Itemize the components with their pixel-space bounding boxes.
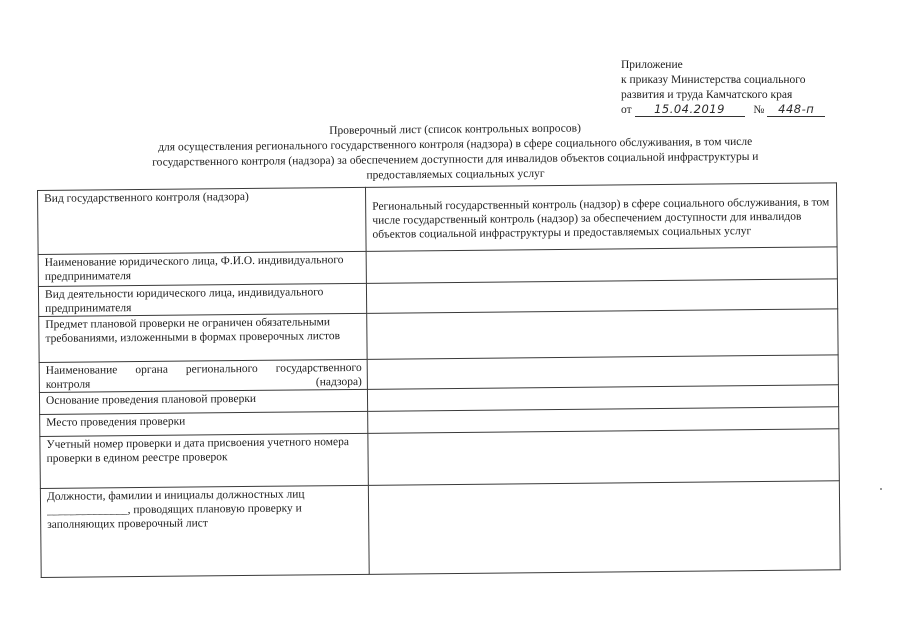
- table-row: [38, 183, 838, 255]
- row-label: [39, 359, 367, 392]
- table-row: [40, 429, 839, 489]
- title-line-3: государственного контроля (надзора) за обеспечением доступности для инвалидов объектов социальной инфраструктуры и: [152, 150, 759, 169]
- row-value: [365, 183, 837, 252]
- inspection-place-label: Место проведения проверки: [46, 415, 186, 429]
- row-value: [368, 481, 840, 575]
- appendix-date-number: [621, 103, 891, 118]
- document-title: [110, 119, 801, 186]
- table-row: [40, 481, 840, 578]
- handwritten-date: 15.04.2019: [635, 103, 745, 117]
- row-label: [39, 389, 367, 414]
- title-line-4: предоставляемых социальных услуг: [366, 167, 545, 182]
- control-type-value: Региональный государственный контроль (надзор) в сфере социального обслуживания, в том числе государственный контроль (надзор) за обеспечением доступности для инвалидов объектов социальной инфраструктуры и предоставляемых социальных услуг: [372, 196, 830, 241]
- appendix-block: [621, 58, 891, 118]
- date-prefix: от: [621, 104, 632, 116]
- control-body-label: Наименование органа регионального государственного контроля (надзора): [45, 361, 362, 391]
- row-label: [40, 485, 369, 577]
- title-line-2: для осуществления регионального государственного контроля (надзора) в сфере социального обслуживания, в том числе: [158, 135, 753, 154]
- scan-speck: [880, 488, 882, 490]
- handwritten-number: 448-п: [767, 103, 825, 117]
- registry-number-label: Учетный номер проверки и дата присвоения учетного номера проверки в едином реестре проверок: [46, 436, 350, 465]
- checklist-table-wrapper: [37, 182, 841, 578]
- entity-name-label: Наименование юридического лица, Ф.И.О. индивидуального предпринимателя: [44, 254, 344, 283]
- inspection-subject-label: Предмет плановой проверки не ограничен обязательными требованиями, изложенными в формах проверочных листов: [45, 316, 341, 345]
- activity-type-label: Вид деятельности юридического лица, индивидуального предпринимателя: [44, 286, 324, 315]
- number-prefix: №: [753, 104, 765, 116]
- row-value: [368, 429, 839, 486]
- row-label: [39, 313, 367, 362]
- checklist-table: [37, 182, 841, 578]
- row-label: [40, 433, 368, 488]
- row-label: [40, 411, 368, 436]
- row-value: [366, 279, 837, 314]
- row-label: [38, 187, 367, 254]
- appendix-order-ref: к приказу Министерства социального: [621, 74, 806, 86]
- appendix-ministry: развития и труда Камчатского края: [621, 89, 793, 101]
- appendix-title: Приложение: [621, 59, 683, 71]
- row-value: [366, 247, 837, 284]
- control-type-label: Вид государственного контроля (надзора): [44, 190, 249, 205]
- inspection-basis-label: Основание проведения плановой проверки: [45, 392, 257, 407]
- row-label: [38, 283, 366, 316]
- title-line-1: Проверочный лист (список контрольных вопросов): [329, 122, 581, 137]
- row-value: [367, 309, 838, 360]
- table-row: [39, 309, 838, 363]
- row-label: [38, 251, 366, 286]
- officials-label: Должности, фамилии и инициалы должностных лиц ______________, проводящих плановую проверку и заполняющих проверочный лист: [46, 488, 305, 531]
- row-value: [367, 355, 838, 390]
